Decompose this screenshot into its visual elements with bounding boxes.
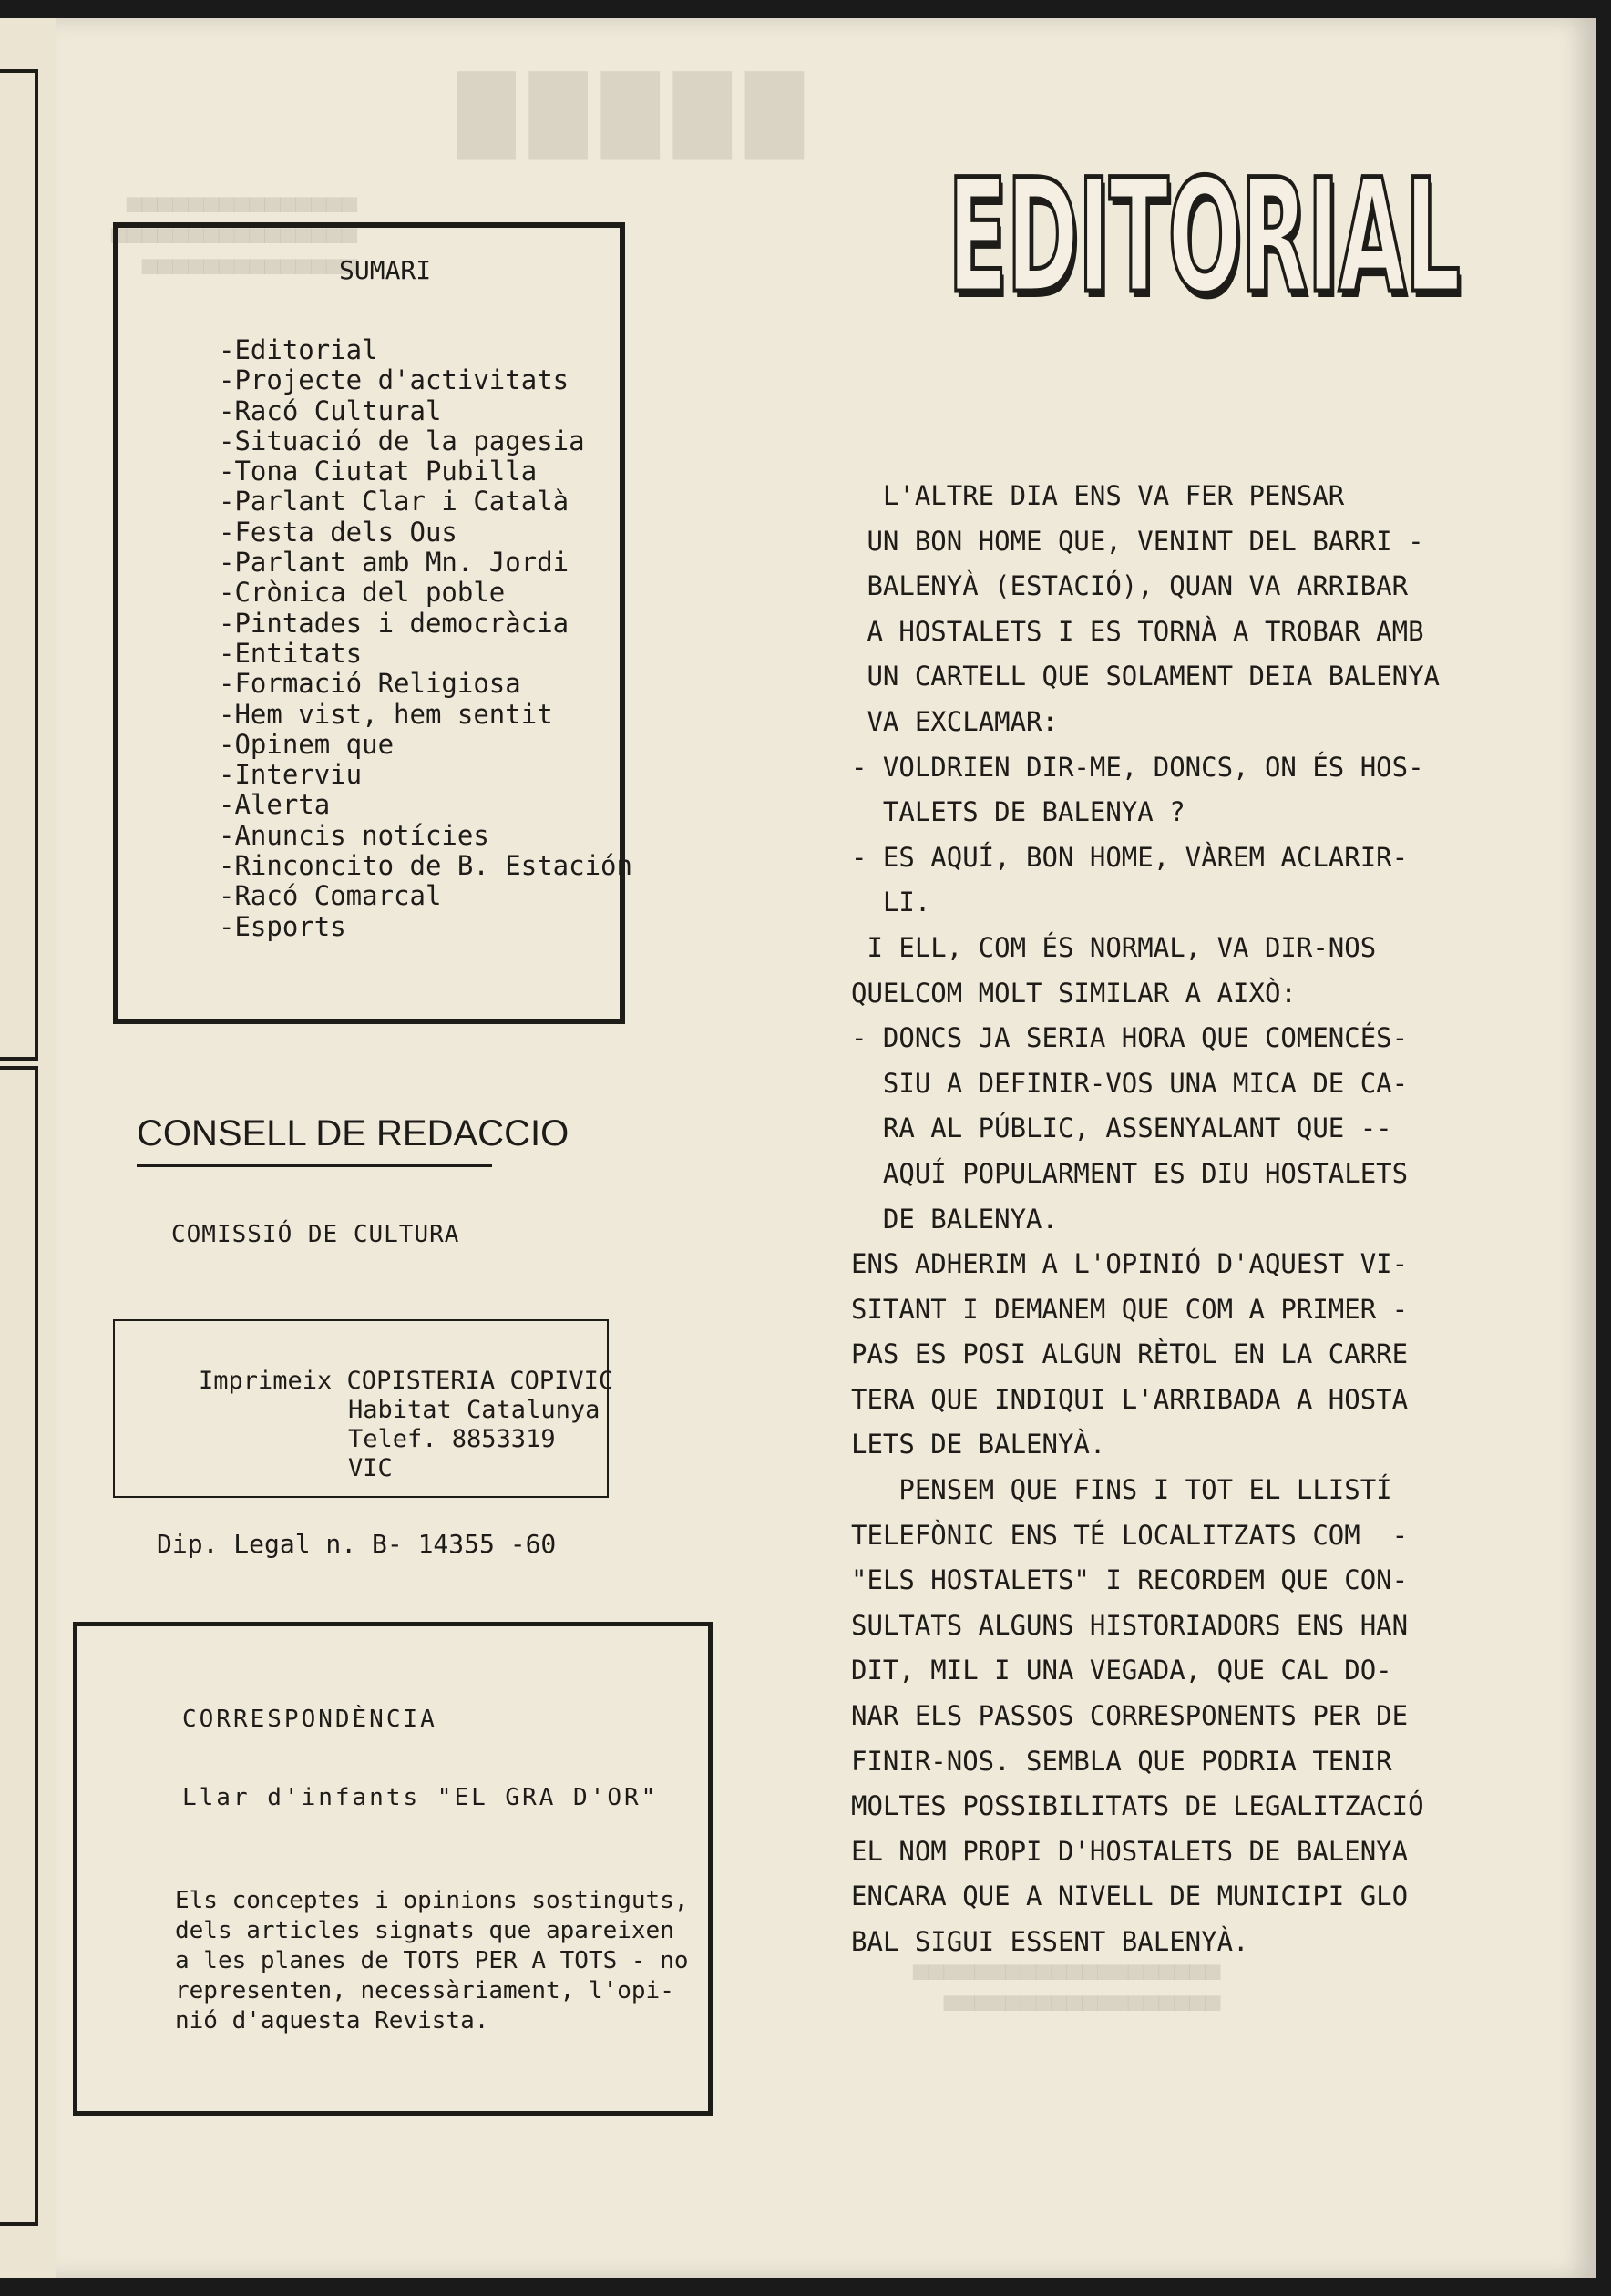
sumari-item: -Tona Ciutat Pubilla — [219, 456, 538, 487]
disclaimer-line: Els conceptes i opinions sostinguts, — [175, 1887, 689, 1914]
sumari-title: SUMARI — [339, 255, 432, 285]
editorial-line: TELEFÒNIC ENS TÉ LOCALITZATS COM - — [851, 1519, 1409, 1551]
sumari-item: -Esports — [219, 910, 346, 942]
printer-line-1: Imprimeix COPISTERIA COPIVIC — [199, 1367, 614, 1395]
editorial-line: FINIR-NOS. SEMBLA QUE PODRIA TENIR — [851, 1745, 1392, 1777]
editorial-line: I ELL, COM ÉS NORMAL, VA DIR-NOS — [851, 931, 1377, 963]
disclaimer-line: dels articles signats que apareixen — [175, 1917, 674, 1944]
disclaimer-line: nió d'aquesta Revista. — [175, 2007, 489, 2035]
sumari-item: -Opinem que — [219, 728, 395, 760]
sumari-item: -Rinconcito de B. Estación — [219, 850, 632, 882]
editorial-line: PENSEM QUE FINS I TOT EL LLISTÍ — [851, 1474, 1392, 1506]
editorial-line: SITANT I DEMANEM QUE COM A PRIMER - — [851, 1293, 1409, 1325]
correspondencia-box — [73, 1622, 713, 2116]
sumari-item: -Pintades i democràcia — [219, 607, 569, 639]
editorial-line: LI. — [851, 887, 931, 918]
dip-legal: Dip. Legal n. B- 14355 -60 — [157, 1529, 557, 1559]
editorial-line: QUELCOM MOLT SIMILAR A AIXÒ: — [851, 977, 1297, 1009]
editorial-line: L'ALTRE DIA ENS VA FER PENSAR — [851, 480, 1345, 511]
sumari-item: -Interviu — [219, 759, 363, 791]
editorial-body — [851, 474, 1611, 1965]
bleed-through-text-left: ▄▄▄▄▄▄▄▄▄▄▄▄▄▄▄ ▄▄▄▄▄▄▄▄▄▄▄▄▄▄▄▄ ▄▄▄▄▄▄▄▄▄▄▄▄▄▄ — [111, 182, 357, 274]
sumari-item: -Festa dels Ous — [219, 516, 457, 548]
editorial-line: TALETS DE BALENYA ? — [851, 796, 1185, 828]
sumari-item: -Projecte d'activitats — [219, 364, 569, 396]
disclaimer-text — [175, 1886, 740, 2036]
bleed-through-heading: █████ — [457, 73, 818, 159]
editorial-line: SIU A DEFINIR-VOS UNA MICA DE CA- — [851, 1067, 1409, 1099]
editorial-line: NAR ELS PASSOS CORRESPONENTS PER DE — [851, 1700, 1409, 1732]
sumari-item: -Editorial — [219, 334, 378, 365]
sumari-item: -Formació Religiosa — [219, 668, 521, 700]
sumari-item: -Anuncis notícies — [219, 819, 489, 851]
editorial-line: EL NOM PROPI D'HOSTALETS DE BALENYA — [851, 1835, 1409, 1867]
sumari-item: -Racó Cultural — [219, 395, 442, 426]
editorial-line: ENCARA QUE A NIVELL DE MUNICIPI GLO — [851, 1881, 1409, 1912]
editorial-line: - DONCS JA SERIA HORA QUE COMENCÉS- — [851, 1022, 1409, 1054]
editorial-line: MOLTES POSSIBILITATS DE LEGALITZACIÓ — [851, 1790, 1424, 1822]
bleed-through-text-right: ▄▄▄▄▄▄▄▄▄▄▄▄▄▄▄▄▄▄▄▄ ▄▄▄▄▄▄▄▄▄▄▄▄▄▄▄▄▄▄ — [913, 1950, 1221, 2011]
sumari-list — [219, 335, 632, 942]
editorial-line: ENS ADHERIM A L'OPINIÓ D'AQUEST VI- — [851, 1248, 1409, 1280]
editorial-line: "ELS HOSTALETS" I RECORDEM QUE CON- — [851, 1564, 1409, 1596]
sumari-item: -Racó Comarcal — [219, 880, 442, 912]
editorial-line: TERA QUE INDIQUI L'ARRIBADA A HOSTA — [851, 1383, 1409, 1415]
sumari-item: -Crònica del poble — [219, 577, 506, 609]
previous-page-box-top — [0, 69, 38, 1061]
editorial-line: BAL SIGUI ESSENT BALENYÀ. — [851, 1926, 1249, 1957]
sumari-item: -Parlant amb Mn. Jordi — [219, 547, 569, 579]
llar-infants: Llar d'infants "EL GRA D'OR" — [182, 1784, 659, 1811]
disclaimer-line: a les planes de TOTS PER A TOTS - no — [175, 1947, 689, 1974]
consell-underline — [137, 1164, 492, 1167]
sumari-item: -Entitats — [219, 637, 363, 669]
printer-line-3: Telef. 8853319 — [348, 1425, 556, 1453]
consell-title: CONSELL DE REDACCIO — [137, 1113, 569, 1153]
editorial-line: - ES AQUÍ, BON HOME, VÀREM ACLARIR- — [851, 841, 1409, 873]
editorial-line: - VOLDRIEN DIR-ME, DONCS, ON ÉS HOS- — [851, 751, 1424, 783]
sumari-item: -Hem vist, hem sentit — [219, 698, 553, 730]
sumari-item: -Parlant Clar i Català — [219, 486, 569, 518]
editorial-line: RA AL PÚBLIC, ASSENYALANT QUE -- — [851, 1112, 1392, 1144]
sumari-item: -Situació de la pagesia — [219, 425, 585, 456]
previous-page-box-bottom — [0, 1066, 38, 2226]
editorial-line: LETS DE BALENYÀ. — [851, 1429, 1106, 1461]
editorial-line: UN CARTELL QUE SOLAMENT DEIA BALENYA — [851, 661, 1441, 692]
editorial-line: DIT, MIL I UNA VEGADA, QUE CAL DO- — [851, 1655, 1392, 1686]
editorial-line: UN BON HOME QUE, VENINT DEL BARRI - — [851, 525, 1424, 557]
editorial-line: SULTATS ALGUNS HISTORIADORS ENS HAN — [851, 1609, 1409, 1641]
editorial-line: AQUÍ POPULARMENT ES DIU HOSTALETS — [851, 1157, 1409, 1189]
editorial-title: EDITORIAL — [948, 145, 1460, 328]
disclaimer-line: representen, necessàriament, l'opi- — [175, 1977, 674, 2004]
previous-page-edge — [0, 18, 56, 2278]
editorial-line: A HOSTALETS I ES TORNÀ A TROBAR AMB — [851, 615, 1424, 647]
sumari-item: -Alerta — [219, 789, 331, 821]
comissio-label: COMISSIÓ DE CULTURA — [171, 1221, 460, 1248]
editorial-line: BALENYÀ (ESTACIÓ), QUAN VA ARRIBAR — [851, 570, 1409, 602]
printer-line-4: VIC — [348, 1454, 393, 1482]
printer-line-2: Habitat Catalunya — [348, 1396, 600, 1424]
editorial-line: DE BALENYA. — [851, 1203, 1058, 1235]
editorial-line: VA EXCLAMAR: — [851, 705, 1058, 737]
editorial-line: PAS ES POSI ALGUN RÈTOL EN LA CARRE — [851, 1338, 1409, 1370]
correspondencia-title: CORRESPONDÈNCIA — [182, 1706, 437, 1733]
